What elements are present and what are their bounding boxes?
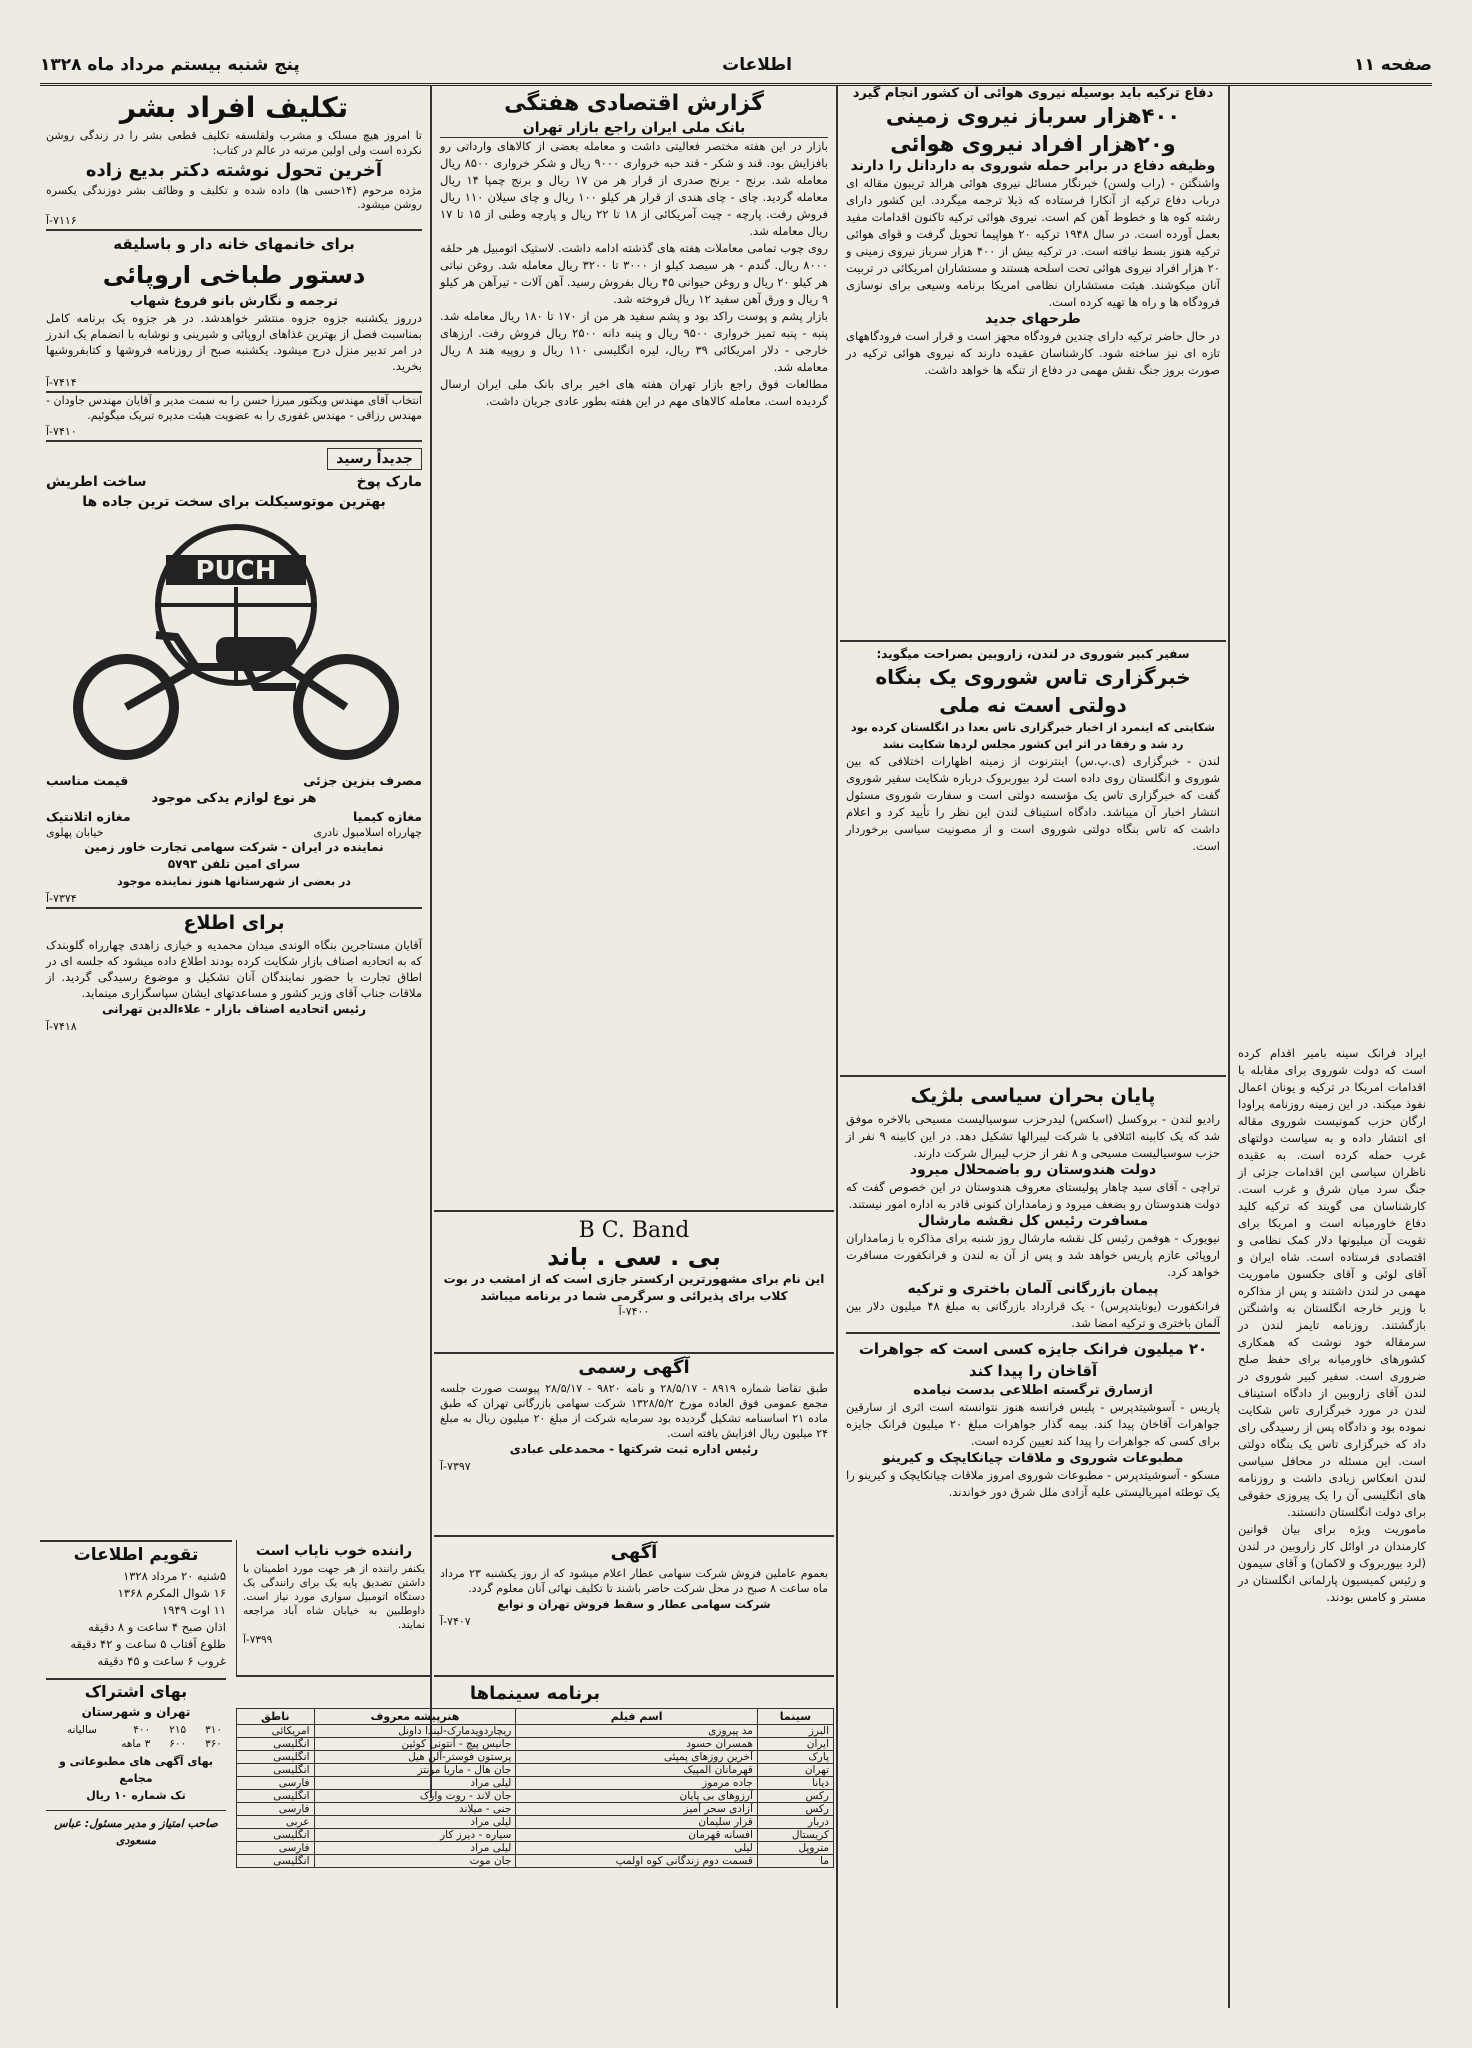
table-cell: دیانا (757, 1777, 833, 1790)
table-cell: قرار سلیمان (516, 1816, 758, 1829)
table-cell: پارک (757, 1751, 833, 1764)
ad-code: ۷۴۰۷-آ (440, 1615, 471, 1628)
driver-ad (236, 1540, 431, 1677)
ad-subtitle: ترجمه و نگارش بانو فروغ شهاب (129, 294, 339, 309)
made-in: ساخت اطریش (46, 474, 147, 490)
paper-name: اطلاعات (722, 55, 792, 75)
table-row (237, 1751, 834, 1764)
table-row (237, 1816, 834, 1829)
brand-label: مارک پوخ (356, 474, 422, 490)
table-cell: آرزوهای بی پایان (516, 1790, 758, 1803)
page-number: صفحه ۱۱ (1354, 55, 1432, 75)
table-cell: همسران حسود (516, 1738, 758, 1751)
price-note: قیمت مناسب (46, 773, 129, 788)
table-cell: ۲۱۵ (169, 1724, 187, 1736)
table-cell: ۳ ماهه (121, 1738, 151, 1750)
ad-title: دستور طباخی اروپائی (102, 261, 366, 289)
ad-text: انتخاب آقای مهندس ویکتور میرزا حسن را به سمت مدیر و آقایان مهندس جاودان - مهندس رزاقی - مهندس غفوری را به عضویت هیئت مدیره تبریک میگوئیم. (46, 394, 422, 422)
headline: تکلیف افراد بشر (119, 91, 349, 124)
table-row (46, 1723, 226, 1737)
issue-date: پنج شنبه بیستم مرداد ماه ۱۳۲۸ (40, 55, 300, 75)
table-cell: ۴۰۰ (133, 1724, 151, 1736)
table-cell: جان لاند - روت وارک (314, 1790, 516, 1803)
tass-article (840, 640, 1226, 1062)
news-briefs (840, 1075, 1226, 2037)
ad-text: یکنفر راننده از هر جهت مورد اطمینان با داشتن تصدیق پایه یک برای رانندگی یک دستگاه اتومبیل سواری مورد نیاز است. داوطلبین به خیابان شاه آباد مراجعه نمایند. (243, 1563, 425, 1631)
ad-title: بی . سی . باند (547, 1243, 721, 1271)
table-cell: لیلی مراد (314, 1842, 516, 1855)
cinema-program (236, 1680, 834, 2015)
table-cell: جان موت (314, 1855, 516, 1868)
headline: ۲۰ میلیون فرانک جایزه کسی است که جواهرات آقاخان را پیدا کند (846, 1332, 1220, 1382)
headline-top: دفاع ترکیه باید بوسیله نیروی هوائی آن کشور انجام گیرد (852, 86, 1214, 101)
table-cell: ایران (757, 1738, 833, 1751)
ad-top: برای خانمهای خانه دار و باسلیقه (113, 235, 355, 253)
table-cell: آزادی سحر آمیز (516, 1803, 758, 1816)
table-row (237, 1803, 834, 1816)
calendar-line: طلوع آفتاب ۵ ساعت و ۴۲ دقیقه (70, 1637, 226, 1651)
table-cell: لیلی مراد (314, 1816, 516, 1829)
section-title: برنامه سینماها (469, 1683, 601, 1704)
table-row (237, 1855, 834, 1868)
table-cell: ۳۶۰ (205, 1738, 222, 1750)
headline: پایان بحران سیاسی بلژیک (910, 1085, 1156, 1107)
table-cell: فارسی (237, 1777, 315, 1790)
table-row (237, 1725, 834, 1738)
left-column (40, 88, 428, 1538)
subscription-subtitle: تهران و شهرستان (81, 1705, 191, 1719)
table-cell: انگلیسی (237, 1738, 315, 1751)
table-cell: پرستون فوستر-آلن هیل (314, 1751, 516, 1764)
notice-text: آقایان مستاجرین بنگاه الوندی میدان محمدیه و خیازی زاهدی چهارراه گلوبندک که به اتحادیه اصناف بازار شکایت کرده بودند اطلاع داده میشود که جلسه ای در اطاق تجارت با حضور نمایندگان آنان تشکیل و موضوع رسیدگی گردید. از ملاقات جناب آقای وزیر کشور و مساعدتهای ایشان سپاسگزاری مینماید. (46, 938, 422, 1000)
ad-text: تا امروز هیچ مسلک و مشرب ولقلسفه تکلیف قطعی بشر را در زندگی روشن نکرده است ولی اولین مرتبه در عالم در کتاب: (46, 129, 422, 157)
fuel-usage: مصرف بنزین جزئی (303, 773, 422, 788)
table-cell: مد پیروزی (516, 1725, 758, 1738)
shop-name: مغازه اتلانتیک (46, 809, 131, 824)
table-cell: فارسی (237, 1842, 315, 1855)
table-cell: انگلیسی (237, 1855, 315, 1868)
column-rule (1228, 85, 1230, 2008)
column-header: ناطق (237, 1709, 315, 1725)
article-text: رادیو لندن - بروکسل (اسکس) لیدرحزب سوسیالیست مسیحی بالاخره موفق شد که یک کابینه ائتلافی با شرکت لیبرالها تشکیل دهد. در این کابینه ۹ نفر از حزب سوسیالیست مسیحی و ۸ نفر از حزب لیبرال شرکت دارند. (846, 1112, 1220, 1160)
ad-code: ۷۴۱۰-آ (46, 423, 422, 442)
headline: خبرگزاری تاس شوروی یک بنگاه دولتی است نه ملی (875, 665, 1191, 717)
table-cell: امریکائی (237, 1725, 315, 1738)
subscription-note: بهای آگهی های مطبوعاتی و مجامع (59, 1755, 213, 1785)
economic-report (434, 88, 834, 1203)
headline: دولت هندوستان رو باضمحلال میرود (909, 1162, 1157, 1178)
article-text: بازار در این هفته مختصر فعالیتی داشت و معامله بعضی از کالاهای وارداتی رو بافزایش بود. قند و شکر - قند حبه خرواری ۹۰۰۰ ریال و شکر خرواری ۸۵۰۰ ریال معامله شد. برنج - برنج صدری از قرار هر من ۱۷ ریال و برنج چمپا ۱۴ ریال معامله گردید. چای - چای هندی از قرار هر کیلو ۱۰۰ ریال و چای سیلان ۱۱۰ ریال فروش رفت. پارچه - چیت آمریکائی از ۱۸ تا ۲۲ ریال و پارچه وطنی از ۱۵ تا ۱۷ ریال معامله شد. (440, 139, 828, 238)
parts-note: هر نوع لوازم یدکی موجود (151, 791, 317, 806)
official-notice (434, 1355, 834, 1537)
article-text: روی چوب تمامی معاملات هفته های گذشته ادامه داشت. لاستیک اتومبیل هر حلقه ۸۰۰۰ ریال. گندم - هر سیصد کیلو از ۳۰۰۰ تا ۳۲۰۰ ریال معامله شد. روغن نباتی هر کیلو ۲۰ ریال و روغن حیوانی ۴۵ ریال بفروش رسید. آهن آلات - تیرآهن هر کیلو ۹ ریال و ورق آهن سفید ۱۲ ریال فروخته شد. (440, 241, 829, 306)
ad-latin-title: B C. Band (578, 1218, 690, 1243)
publisher-signature: صاحب امتیاز و مدیر مسئول: عباس مسعودی (46, 1810, 226, 1849)
book-title: آخرین تحول نوشته دکتر بدیع زاده (85, 160, 383, 181)
ad-title: راننده خوب نایاب است (255, 1543, 413, 1559)
table-cell: ریچاردویدمارک-لیندا داونل (314, 1725, 516, 1738)
table-cell: متروپل (757, 1842, 833, 1855)
table-cell: ساليانه (66, 1724, 97, 1736)
table-cell: سیاره - دیرز کار (314, 1829, 516, 1842)
table-cell: انگلیسی (237, 1751, 315, 1764)
notice-title: برای اطلاع (183, 912, 285, 934)
table-row (237, 1777, 834, 1790)
article-text: ماموریت ویژه برای بیان قوانین کارمندان در اوائل کار زاروبین در لندن (لرد بیوربروک و لاکمان) و آقای سیمون و رئیس کمیسیون پارلمانی انگلستان در مستر و کامس بودند. (1238, 1522, 1426, 1604)
column-rule (836, 85, 838, 2008)
article-text: ایراد فرانک سینه بامیر اقدام کرده است که دولت شوروی برای مقابله با اقدامات امریکا در ترکیه و یونان اعمال نفوذ میکند. در این زمینه روزنامه پراودا ارگان حزب کمونیست شوروی مقاله ای انتشار داده و به سیاست دولتهای غرب حمله کرده است. به عقیده ناظران سیاسی این اقدامات جزئی از جنگ سرد میان شرق و غرب است. کارشناسان می گویند که ترکیه کلید دفاع خاورمیانه است و امریکا برای تقویت آن میلیونها دلار کمک نظامی و اقتصادی فرستاده است. شاه ایران و آقای لوئی و آقای جکسون ماموریت مهمی در لندن داشتند و پس از مذاکره با وزیر خارجه انگلستان به واشنگتن بازگشتند. روزنامه تایمز لندن در سرمقاله خود نوشت که همکاری کشورهای خاورمیانه برای حفظ صلح ضروری است. سفیر کبیر شوروی در لندن آقای زاروبین از دادگاه استیناف لندن در مورد خبرگزاری تاس شکایت نموده بود و دادگاه پس از رسیدگی رای داد که خبرگزاری تاس یک بنگاه دولتی است. این مسئله در محافل سیاسی لندن انعکاس زیادی داشت و روزنامه های انگلیسی آن را یک پیروزی حقوقی برای دولت انگلستان دانستند. (1238, 1046, 1426, 1519)
article-text: نیویورک - هوفمن رئیس کل نقشه مارشال روز شنبه برای مذاکره با زمامداران اروپائی عازم پاریس خواهد شد و پس از آن به لندن و فرانکفورت مسافرت خواهد کرد. (846, 1231, 1220, 1279)
column-header: اسم فیلم (516, 1709, 758, 1725)
new-arrival-badge: جدیداً رسید (327, 448, 422, 470)
ad-code: ۷۴۱۴-آ (46, 374, 422, 393)
table-row (237, 1738, 834, 1751)
representative: نماینده در ایران - شرکت سهامی تجارت خاور زمین (84, 840, 384, 854)
page-header (40, 55, 1432, 86)
calendar-line: اذان صبح ۴ ساعت و ۸ دقیقه (88, 1620, 226, 1634)
ad-slogan: بهترین موتوسیکلت برای سخت ترین جاده ها (82, 494, 386, 510)
ad-code: ۷۳۹۷-آ (440, 1460, 471, 1473)
fuel-tank (216, 637, 296, 667)
ad-signature: شرکت سهامی عطار و سقط فروش تهران و توابع (497, 1598, 771, 1611)
table-cell: ۶۰۰ (169, 1738, 187, 1750)
table-cell: لیلی مراد (314, 1777, 516, 1790)
table-cell: انگلیسی (237, 1790, 315, 1803)
shop-address: خیابان پهلوی (46, 826, 104, 839)
table-row (46, 1737, 226, 1751)
ad-text: درروز یکشنبه جزوه جزوه منتشر خواهدشد. در هر جزوه یک برنامه کامل بمناسبت فصل از بهترین غذاهای اروپائی و شیرینی و نوشابه با انضمام یک اندرز در امر تدبیر منزل درج میشود. یکشنبه صبح از روزنامه فروشها و کتابفروشیها بخرید. (46, 311, 422, 373)
ad-text: این نام برای مشهورترین ارکستر جازی است که از امشب در بوت کلاب برای پذیرائی و سرگرمی شما در برنامه میباشد (443, 1272, 825, 1303)
table-cell: فارسی (237, 1803, 315, 1816)
calendar-line: ۱۱ اوت ۱۹۴۹ (162, 1603, 226, 1617)
ad-code: ۷۴۱۸-آ (46, 1020, 77, 1033)
subheadline: شکایتی که اینمرد از اخبار خبرگزاری تاس بعدا در انگلستان کرده بود رد شد و رفقا در اثر این کشور مجلس لردها شکایت نشد (851, 721, 1215, 751)
table-cell: لیلی (516, 1842, 758, 1855)
subheadline: بانک ملی ایران راجع بازار تهران (440, 120, 828, 138)
headline: ۴۰۰هزار سرباز نیروی زمینی و۲۰هزار افراد نیروی هوائی (885, 104, 1181, 156)
ad-text: طبق تقاضا شماره ۸۹۱۹ - ۲۸/۵/۱۷ و نامه ۹۸۲۰ - ۲۸/۵/۱۷ پیوست صورت جلسه مجمع عمومی فوق العاده مورخ ۱۳۲۸/۵/۲ شرکت سهامی بازرگانی تهران که طبق ماده ۲۱ اساسنامه تشکیل گردیده بود سرمایه شرکت از مبلغ ۲۰ میلیون ریال به مبلغ ۲۴ میلیون ریال افزایش یافته است. (440, 1382, 829, 1440)
notice-signature: رئیس اتحادیه اصناف بازار - علاءالدین تهرانی (102, 1002, 366, 1016)
ad-code: ۷۳۷۴-آ (46, 890, 422, 909)
band-ad (434, 1210, 834, 1354)
cinema-table (236, 1708, 834, 1868)
attar-notice (434, 1540, 834, 1677)
calendar-line: غروب ۶ ساعت و ۴۵ دقیقه (97, 1654, 226, 1668)
subheadline: ازسارق ترگسته اطلاعی بدست نیامده (913, 1383, 1153, 1398)
column-header: سینما (757, 1709, 833, 1725)
table-cell: انگلیسی (237, 1829, 315, 1842)
article-text: فرانکفورت (یونایتدپرس) - یک قرارداد بازرگانی به مبلغ ۴۸ میلیون دلار بین آلمان باختری و ترکیه امضا شد. (846, 1299, 1220, 1330)
headline: پیمان بازرگانی آلمان باختری و ترکیه (907, 1281, 1159, 1297)
shop-name: مغازه کیمیا (353, 809, 422, 824)
calendar-line: ۵شنبه ۲۰ مرداد ۱۳۲۸ (123, 1569, 226, 1583)
headline: گزارش اقتصادی هفتگی (504, 91, 764, 116)
table-cell: ما (757, 1855, 833, 1868)
calendar-box (40, 1540, 232, 2012)
table-row (237, 1829, 834, 1842)
calendar-title: تقویم اطلاعات (73, 1545, 199, 1565)
shop-address: چهارراه اسلامبول نادری (313, 826, 422, 839)
article-text: در حال حاضر ترکیه دارای چندین فرودگاه مجهز است و قرار است فرودگاههای تازه ای نیز ساخته شود. کارشناسان عقیده دارند که نیروی هوائی ترکیه در صورت بروز جنگ نقش مهمی در دفاع از تنگه ها خواهد داشت. (846, 329, 1220, 377)
table-header-row (237, 1709, 834, 1725)
ad-code: ۷۳۹۹-آ (243, 1634, 273, 1646)
calendar-line: ۱۶ شوال المکرم ۱۳۶۸ (117, 1586, 226, 1600)
ad-text: مژده مرحوم (۱۴حسی ها) داده شده و تکلیف و وظائف بشر دوزندگی یکسره روشن میشود. (46, 184, 422, 211)
article-text: پاریس - آسوشیتدپرس - پلیس فرانسه هنوز نتوانسته است اثری از سارقین جواهرات آقاخان پیدا کند. بیمه گذار جواهرات مبلغ ۲۰ میلیون فرانک جایزه برای کسی که جواهرات را پیدا کند تعیین کرده است. (846, 1400, 1220, 1448)
table-cell: تهران (757, 1764, 833, 1777)
column-header: هنرپیشه معروف (314, 1709, 516, 1725)
subscription-table (46, 1723, 226, 1751)
table-cell: قسمت دوم زندگانی کوه اولمپ (516, 1855, 758, 1868)
ad-code: ۷۱۱۶-آ (46, 212, 422, 231)
table-row (237, 1764, 834, 1777)
article-text: بازار پشم و پوست راکد بود و پشم سفید هر من از ۱۷۰ تا ۱۸۰ ریال معامله شد. پنبه - پنبه تمیز خرواری ۹۵۰۰ ریال و پنبه دانه ۲۵۰۰ ریال فروش رفت. ارزهای خارجی - دلار امریکائی ۳۹ ریال، لیره انگلیسی ۱۱۰ ریال و روپیه هند ۸ ریال معامله شد. (440, 309, 828, 374)
ad-text: بعموم عاملین فروش شرکت سهامی عطار اعلام میشود که از روز یکشنبه ۲۳ مرداد ماه ساعت ۸ صبح در محل شرکت حاضر باشند تا تکلیف نهائی آنان معلوم گردد. (440, 1567, 829, 1595)
ad-text: در بعضی از شهرستانها هنوز نماینده موجود (117, 875, 351, 888)
table-cell: ۳۱۰ (205, 1724, 222, 1736)
headline-top: سفیر کبیر شوروی در لندن، زاروبین بصراحت میگوید: (876, 647, 1190, 661)
article-text: مسکو - آسوشیتدپرس - مطبوعات شوروی امروز ملاقات چیانکایچک و کیرینو را یک توطئه امپریالیستی علیه آزادی ملل شرق دور خواندند. (846, 1468, 1220, 1499)
ad-title: آگهی (610, 1542, 658, 1563)
phone-number: سرای امین تلفن ۵۷۹۳ (167, 857, 301, 871)
subheadline: وظیفه دفاع در برابر حمله شوروی به داردانل را دارند (850, 158, 1216, 174)
headline: مطبوعات شوروی و ملاقات چیانکایچک و کیرینو (882, 1451, 1184, 1466)
section-heading: طرحهای جدید (985, 311, 1081, 327)
table-cell: رکس (757, 1790, 833, 1803)
table-cell: جان هال - ماریا مونتز (314, 1764, 516, 1777)
table-cell: رکس (757, 1803, 833, 1816)
table-cell: دربار (757, 1816, 833, 1829)
ad-code: ۷۴۰۰-آ (618, 1305, 650, 1318)
right-column (1232, 85, 1432, 2008)
ad-title: آگهی رسمی (578, 1357, 690, 1378)
table-cell: جانیس پیچ - آنتونی کوئین (314, 1738, 516, 1751)
table-cell: جنی - میلاند (314, 1803, 516, 1816)
table-cell: عربی (237, 1816, 315, 1829)
table-cell (46, 1737, 101, 1751)
table-cell: افسانه قهرمان (516, 1829, 758, 1842)
article-text: واشنگتن - (راب ولسن) خبرنگار مسائل نیروی هوائی هرالد تریبون مقاله ای درباب دفاع ترکیه از آنکارا فرستاده که ذیلا ترجمه میگردد. این کشور دارای رشته کوه ها و خطوط آهن کم است. نیروی هوائی ترکیه تاکنون اقدامات مفید بعمل آورده است. در سال ۱۹۴۸ ترکیه ۲۰ هواپیما تحویل گرفت و قوای هوائی ترکیه هنوز بسط نیافته است. در ترکیه بیش از ۴۰۰ هزار سرباز نیروی زمینی و ۲۰ هزار افراد نیروی هوائی تحت اسلحه هستند و مستشاران امریکائی در تربیت آنان میکوشند. هیئت مستشاران نظامی امریکا برنامه وسیعی برای نوسازی فرودگاه ها و راه ها تهیه کرده است. (846, 176, 1221, 309)
table-cell: انگلیسی (237, 1764, 315, 1777)
table-cell: قهرمانان المپیک (516, 1764, 758, 1777)
motorcycle-illustration (46, 517, 422, 767)
puch-logo-text: PUCH (195, 556, 277, 586)
table-cell: جاده مرموز (516, 1777, 758, 1790)
article-text: لندن - خبرگزاری (ی.پ.س) اینترنوت از زمینه اظهارات اختلافی که بین شوروی و انگلستان روی داده است لرد بیوربروک درباره شکایت سفیر شوروی گفت که خبرگزاری تاس یک مؤسسه دولتی است و سفارت شوروی مسئول انتشار اخبار آن میباشد. دادگاه استیناف لندن این نظر را تأیید کرد و اعلام داشت که تاس بنگاه دولتی شوروی است و از مصونیت سیاسی برخوردار است. (846, 754, 1220, 853)
article-text: مطالعات فوق راجع بازار تهران هفته های اخیر برای بانک ملی ایران ارسال گردیده است. معامله کالاهای مهم در این هفته بطور عادی جریان داشت. (440, 377, 828, 408)
ad-signature: رئیس اداره ثبت شرکتها - محمدعلی عبادی (509, 1442, 759, 1456)
subscription-title: بهای اشتراک (46, 1678, 226, 1704)
table-row (237, 1842, 834, 1855)
table-row (237, 1790, 834, 1803)
table-cell: البرز (757, 1725, 833, 1738)
article-text: تراچی - آقای سید چاهار پولیستای معروف هندوستان در این خصوص گفت که دولت هندوستان رو بضعف میرود و زمامداران کنونی قادر به اداره امور نیستند. (846, 1180, 1220, 1211)
table-cell: آخرین روزهای پمپئی (516, 1751, 758, 1764)
headline: مسافرت رئیس کل نقشه مارشال (917, 1213, 1149, 1229)
table-cell: کریستال (757, 1829, 833, 1842)
single-issue-price: تک شماره ۱۰ ریال (86, 1789, 186, 1802)
